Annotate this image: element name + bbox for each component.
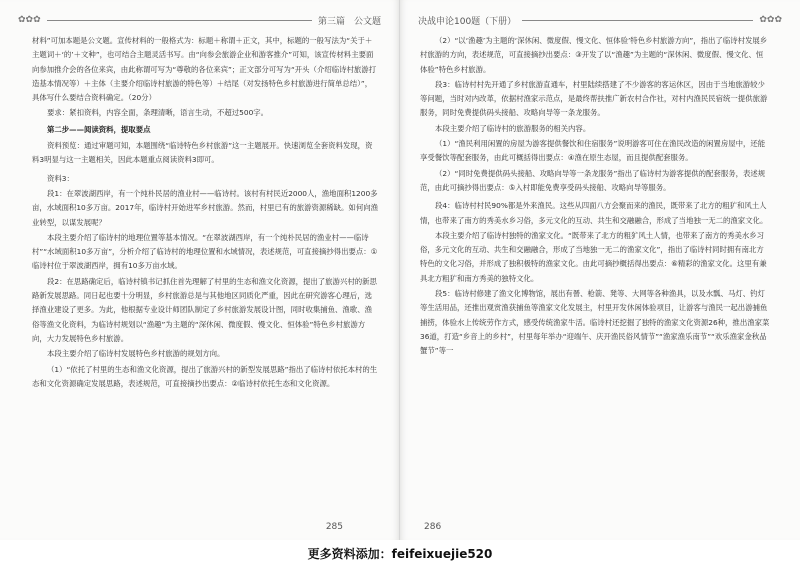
- paragraph: 本段主要介绍了临诗村发展特色乡村旅游的规划方向。: [47, 349, 225, 359]
- paragraph: 第二步——阅读资料，提取要点: [47, 124, 151, 134]
- left-page-number: 285: [325, 522, 343, 532]
- paragraph: 本段主要介绍了临诗村独特的渔家文化。“既带来了北方的粗犷风土人情，也带来了南方的秀美水乡习俗，多元文化的互动、共生和交融融合，形成了当地独一无二的渔家文化”，指出了临诗村同时拥有南北方特色的文化习俗，并形成了独积极特的渔家文化。由此可摘抄概括得出要点：⑥精彩的渔家文化。这里有兼具北方粗犷和南方秀美的独特文化。: [420, 230, 767, 283]
- paragraph: 要求：紧扣资料，内容全面，条理清晰，语言生动，不超过500字。: [47, 108, 269, 118]
- paragraph: （1）“依托了村里的生态和渔文化资源，提出了旅游兴村的新型发展思路”指出了临诗村依托本村的生态和文化资源确定发展思路，表述规范，可直接摘抄出要点：②临诗村依托生态和文化资源。: [32, 364, 378, 388]
- right-page: [400, 0, 800, 540]
- left-header-title: 第三篇 公文题: [317, 16, 381, 27]
- paragraph: （1）“渔民利用闲置的房屋为游客提供餐饮和住宿服务”说明游客可住在渔民改造的闲置房屋中，还能享受餐饮等配套服务，由此可概括得出要点：④渔在原生态屋，而且提供配套服务。: [420, 139, 766, 163]
- paragraph: 资料3：: [47, 173, 74, 183]
- paragraph: 资料预览：通过审题可知，本题围绕“临诗特色乡村旅游”这一主题展开。快速浏览全套资料发现，资料3明显与这一主题相关，因此本题重点阅读资料3即可。: [32, 141, 373, 165]
- right-page-body: [420, 34, 770, 512]
- right-page-number: 286: [424, 522, 442, 532]
- footer-caption: 更多资料添加：feifeixuejie520: [0, 540, 800, 566]
- paragraph: 段4：临诗村村民90%都是外来渔民。这些从四面八方会聚而来的渔民，既带来了北方的粗犷和风土人情，也带来了南方的秀美水乡习俗，多元文化的互动、共生和交融融合，形成了当地独一无二的渔家文化。: [420, 201, 768, 225]
- left-page-header: [18, 10, 381, 30]
- paragraph: 材料”可加本题是公文题。宣传材料的一般格式为：标题＋称谓＋正文，其中，标题的一般写法为“关于＋主题词＋‘的’＋文种”，也可结合主题灵活书写。由“向参会旅游企业和游客推介”可知，该宣传材料主要面向参加推介会的各位来宾，由此称谓可写为“尊敬的各位来宾”；正文部分可写为“开头（介绍临诗村旅游打造基本情况等）＋主体（主要介绍临诗村旅游的特色等）＋结尾（对发扬特色乡村旅游进行简单总结）”，具体写什么要结合资料确定。（20分）: [32, 36, 377, 103]
- left-page-body: [32, 34, 379, 512]
- header-rule: [522, 20, 753, 21]
- header-rule: [47, 20, 312, 21]
- paragraph: 段5：临诗村修建了渔文化博物馆，展出有罾、枪箭、凳等、大网等各种渔具，以及水瓢、马灯、钓灯等生活用品，还推出观赏渔获捕鱼等渔家文化发展主，村里开发休闲体验项目，让游客与渔民一起出游捕鱼捕捞，体验水上传统劳作方式，感受传统渔家牛活。临诗村还挖掘了独特的渔家文化资源26种，推出渔家菜36道，打造“乡音上的乡村”，村里每年举办“迎端午、庆开渔民俗风情节”“渔家渔乐南节”“欢乐渔家金秋品蟹节”等一: [420, 289, 770, 356]
- paragraph: （2）“同时免费提供码头接船、攻略向导等一条龙服务”指出了临诗村为游客提供的配套服务，表述规范，由此可摘抄得出要点：⑤入村即能免费享受码头接船、攻略向导等服务。: [420, 168, 766, 192]
- paragraph: 本段主要介绍了临诗村的旅游服务的相关内容。: [435, 123, 591, 133]
- paragraph: 本段主要介绍了临诗村的地理位置等基本情况。“在翠波湖西岸，有一个纯朴民居的渔业村——临诗村”“水域面积10多万亩”，分析介绍了临诗村的地理位置和水域情况，表述规范，可直接摘抄得出要点：①临诗村位于翠波湖西岸，拥有10多万亩水域。: [32, 232, 378, 271]
- left-page: [0, 0, 400, 540]
- right-page-header: [418, 10, 782, 30]
- header-ornament: ✿✿✿: [759, 15, 782, 25]
- paragraph: 段1：在翠波湖西岸，有一个纯朴民居的渔业村——临诗村。该村有村民近2000人，渔地面积1200多亩，水域面积10多万亩。2017年，临诗村开始进军乡村旅游。然而，村里已有的旅游资源稀缺。如何向渔业转型，以谋发展呢？: [32, 188, 379, 227]
- paragraph: 段3：临诗村村先开通了乡村旅游直通车，村里陆续搭建了不少游客的客运休区，因由于当地旅游较少等问题，当时对内改革，依据村渔家示范点，是最终帮扶推广新农村合作社，对村内渔民民宿统一提供旅游服务，同时免费提供码头接船、攻略向导等一条龙服务。: [420, 79, 768, 118]
- paragraph: （2）“以‘渔趣’为主题的‘深休闲、微度假、慢文化、恒体验’特色乡村旅游方向”，指出了临诗村发展乡村旅游的方向，表述规范，可直接摘抄出要点：③开发了以“渔趣”为主题的“深休闲、微度假、慢文化、恒体验”特色乡村旅游。: [420, 36, 768, 74]
- paragraph: 段2：在思路确定后，临诗村镇书记抓住首先理解了村里的生态和渔文化资源，提出了旅游兴村的新思路新发展思路。同日起也要十分明显，乡村旅游总是与其他地区同质化严重，因此在研究游客心理后，选择渔业建设了更多。为此，他根据专业设计师团队制定了乡村旅游发展设计图，同时收集捕鱼、渔歌、渔俗等渔文化资料，为临诗村规划以“渔趣”为主题的“深休闲、微度假、慢文化、恒体验”特色乡村旅游方向，大力发展特色乡村旅游。: [32, 276, 377, 343]
- right-header-title: 决战申论100题（下册）: [418, 16, 517, 27]
- header-ornament: ✿✿✿: [18, 15, 41, 25]
